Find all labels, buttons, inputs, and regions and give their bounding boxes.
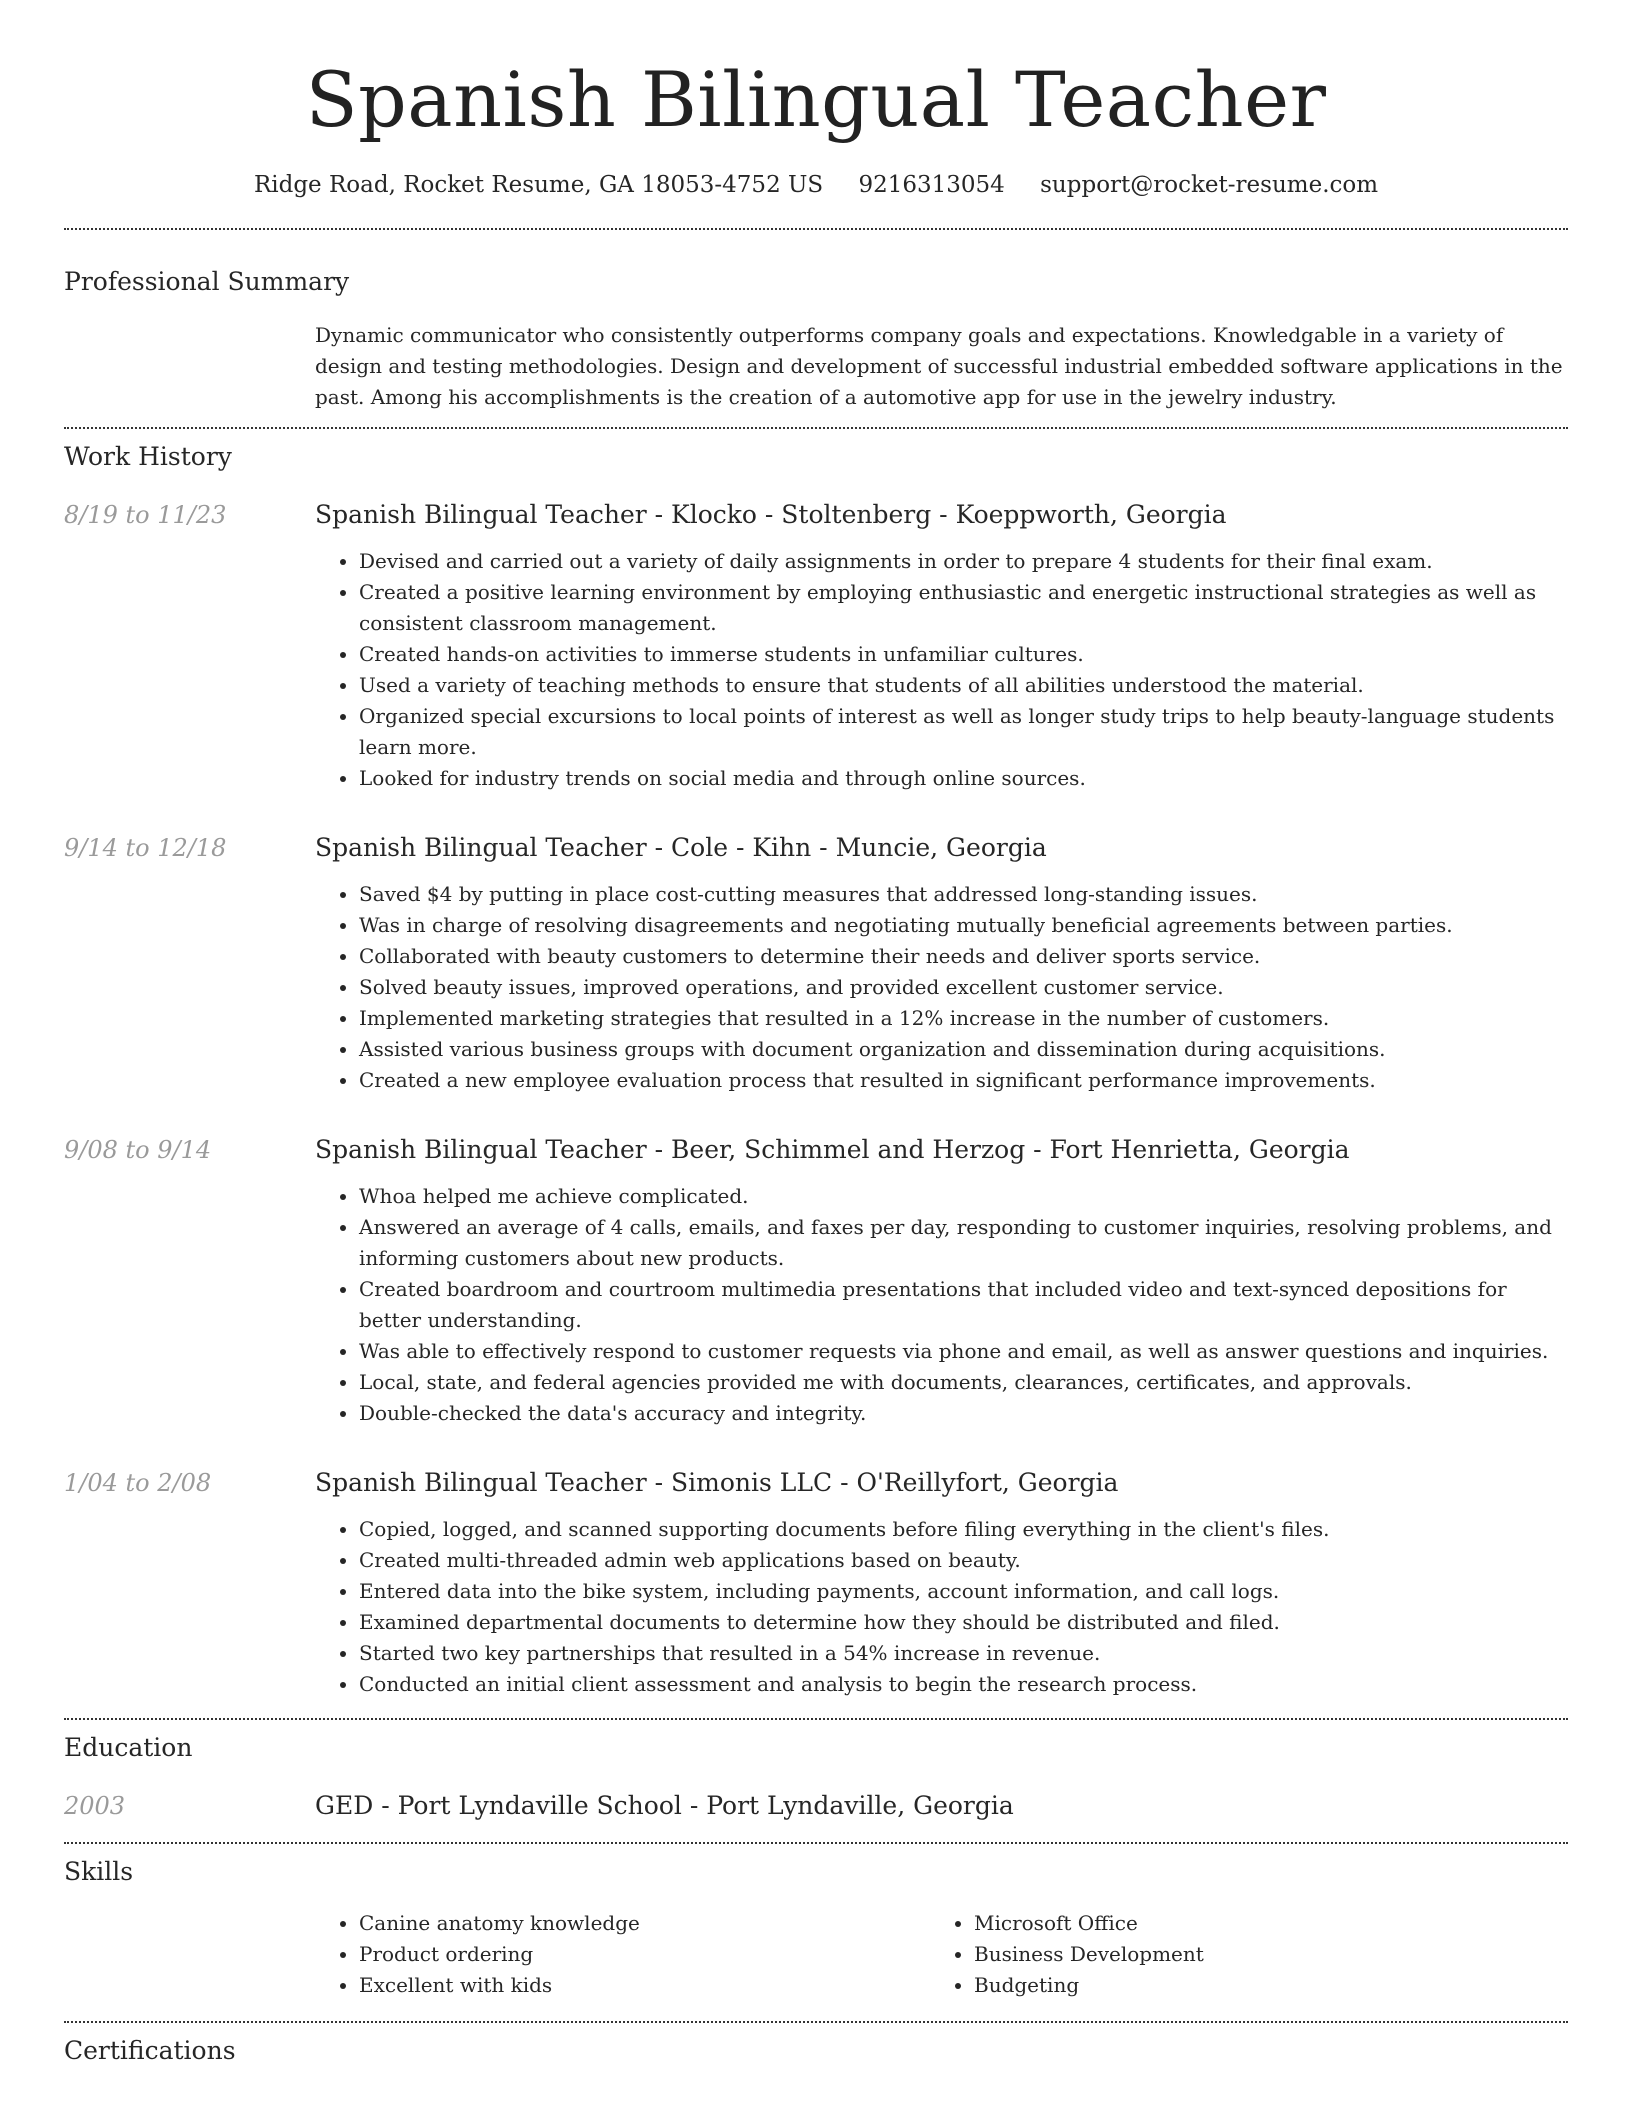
job-bullets [315,1514,1568,1700]
work-history-heading: Work History [64,442,232,471]
resume-header [64,0,1568,200]
job-bullet: • Copied, logged, and scanned supporting documents before filing everything in the client's files. [359,1514,1568,1545]
job-bullet: • Was able to effectively respond to customer requests via phone and email, as well as answer questions and inquiries. [359,1336,1568,1367]
skills-list [315,1908,930,2001]
job-bullet: • Assisted various business groups with document organization and dissemination during acquisitions. [359,1034,1568,1065]
job-bullet: • Examined departmental documents to determine how they should be distributed and filed. [359,1607,1568,1638]
job-title: Spanish Bilingual Teacher - Klocko - Stoltenberg - Koeppworth, Georgia [315,500,1227,529]
contact-phone: 9216313054 [858,172,1005,198]
job-bullet: • Started two key partnerships that resulted in a 54% increase in revenue. [359,1638,1568,1669]
contact-email: support@rocket-resume.com [1040,172,1379,198]
job-entry [64,1467,1568,1700]
job-bullet: • Whoa helped me achieve complicated. [359,1181,1568,1212]
job-bullet: • Solved beauty issues, improved operations, and provided excellent customer service. [359,972,1568,1003]
job-bullet: • Conducted an initial client assessment and analysis to begin the research process. [359,1669,1568,1700]
skills-heading: Skills [64,1857,134,1886]
summary-section [64,230,1568,413]
skill-item: • Budgeting [974,1970,1545,2001]
job-title: Spanish Bilingual Teacher - Beer, Schimmel and Herzog - Fort Henrietta, Georgia [315,1135,1350,1164]
job-bullets [315,879,1568,1096]
candidate-name: Spanish Bilingual Teacher [305,55,1327,144]
summary-heading: Professional Summary [64,267,350,296]
certifications-section [64,2023,1568,2067]
job-bullet: • Devised and carried out a variety of daily assignments in order to prepare 4 students for their final exam. [359,546,1568,577]
contact-address: Ridge Road, Rocket Resume, GA 18053-4752 US [253,172,824,198]
job-dates: 9/14 to 12/18 [64,834,227,862]
job-entry [64,832,1568,1096]
job-bullets [315,1181,1568,1429]
job-title: Spanish Bilingual Teacher - Cole - Kihn - Muncie, Georgia [315,833,1047,862]
job-title: Spanish Bilingual Teacher - Simonis LLC - O'Reillyfort, Georgia [315,1468,1119,1497]
job-dates: 9/08 to 9/14 [64,1136,212,1164]
education-year: 2003 [64,1792,126,1820]
education-section [64,1720,1568,1822]
skill-item: • Business Development [974,1939,1545,1970]
job-bullet: • Created hands-on activities to immerse students in unfamiliar cultures. [359,639,1568,670]
summary-text: Dynamic communicator who consistently outperforms company goals and expectations. Knowledgable in a variety of design and testing methodologies. Design and development of successful industrial embedded software applications in the past. Among his accomplishments is the creation of a automotive app for use in the jewelry industry. [315,323,1563,409]
education-heading: Education [64,1733,193,1762]
job-entry [64,499,1568,794]
job-dates: 8/19 to 11/23 [64,501,227,529]
job-bullets [315,546,1568,794]
skill-item: • Canine anatomy knowledge [359,1908,930,1939]
job-bullet: • Local, state, and federal agencies provided me with documents, clearances, certificates, and approvals. [359,1367,1568,1398]
job-bullet: • Created boardroom and courtroom multimedia presentations that included video and text-synced depositions for better understanding. [359,1274,1568,1336]
skills-list [930,1908,1545,2001]
work-history-section [64,429,1568,1700]
education-entry: GED - Port Lyndaville School - Port Lyndaville, Georgia [315,1791,1014,1820]
job-bullet: • Saved $4 by putting in place cost-cutting measures that addressed long-standing issues. [359,879,1568,910]
job-bullet: • Used a variety of teaching methods to ensure that students of all abilities understood the material. [359,670,1568,701]
skill-item: • Product ordering [359,1939,930,1970]
job-bullet: • Answered an average of 4 calls, emails, and faxes per day, responding to customer inquiries, resolving problems, and informing customers about new products. [359,1212,1568,1274]
job-bullet: • Was in charge of resolving disagreements and negotiating mutually beneficial agreements between parties. [359,910,1568,941]
job-bullet: • Double-checked the data's accuracy and integrity. [359,1398,1568,1429]
job-dates: 1/04 to 2/08 [64,1469,212,1497]
skills-section [64,1844,1568,2001]
job-bullet: • Looked for industry trends on social media and through online sources. [359,763,1568,794]
job-entry [64,1134,1568,1429]
job-bullet: • Organized special excursions to local points of interest as well as longer study trips to help beauty-language students learn more. [359,701,1568,763]
job-bullet: • Entered data into the bike system, including payments, account information, and call logs. [359,1576,1568,1607]
job-bullet: • Implemented marketing strategies that resulted in a 12% increase in the number of customers. [359,1003,1568,1034]
job-bullet: • Created a positive learning environment by employing enthusiastic and energetic instructional strategies as well as consistent classroom management. [359,577,1568,639]
skill-item: • Excellent with kids [359,1970,930,2001]
certifications-heading: Certifications [64,2036,236,2065]
skill-item: • Microsoft Office [974,1908,1545,1939]
contact-info [64,170,1568,200]
skills-column [315,1908,930,2001]
job-bullet: • Created a new employee evaluation process that resulted in significant performance improvements. [359,1065,1568,1096]
skills-column [930,1908,1545,2001]
job-bullet: • Created multi-threaded admin web applications based on beauty. [359,1545,1568,1576]
job-bullet: • Collaborated with beauty customers to determine their needs and deliver sports service. [359,941,1568,972]
